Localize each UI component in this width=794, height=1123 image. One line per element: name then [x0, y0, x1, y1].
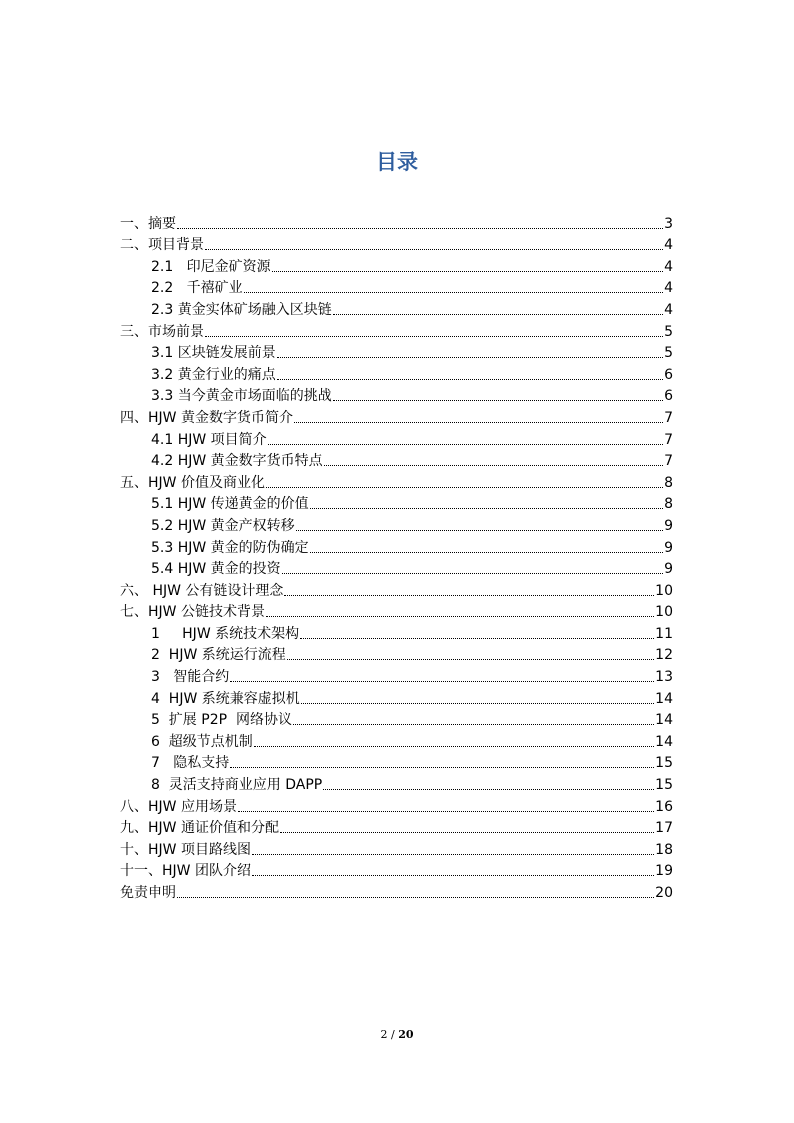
toc-entry[interactable] — [120, 427, 673, 449]
dot-leader — [277, 357, 663, 358]
toc-entry[interactable] — [120, 492, 673, 514]
toc-entry-page-number: 13 — [655, 669, 673, 686]
dot-leader — [310, 508, 663, 509]
toc-entry-title: 4.2 HJW 黄金数字货币特点 — [151, 453, 323, 470]
toc-entry-page-number: 14 — [655, 690, 673, 707]
toc-entry[interactable] — [120, 686, 673, 708]
toc-entry-page-number: 5 — [664, 345, 673, 362]
toc-entry-page-number: 8 — [664, 496, 673, 513]
toc-entry-title: 3 智能合约 — [151, 669, 230, 686]
dot-leader — [205, 249, 663, 250]
toc-entry-page-number: 4 — [664, 258, 673, 275]
toc-entry[interactable] — [120, 297, 673, 319]
toc-entry-page-number: 7 — [664, 409, 673, 426]
toc-entry-title: 二、项目背景 — [120, 237, 204, 254]
dot-leader — [244, 292, 663, 293]
toc-entry-page-number: 20 — [655, 885, 673, 901]
total-page-count: 20 — [398, 1028, 414, 1041]
toc-entry-title: 2 HJW 系统运行流程 — [151, 647, 286, 664]
toc-entry[interactable] — [120, 708, 673, 730]
dot-leader — [333, 400, 663, 401]
toc-entry-title: 十、HJW 项目路线图 — [120, 841, 251, 858]
dot-leader — [266, 487, 663, 488]
toc-entry-title: 2.3 黄金实体矿场融入区块链 — [151, 301, 332, 318]
dot-leader — [323, 789, 654, 790]
dot-leader — [266, 616, 654, 617]
toc-entry[interactable] — [120, 513, 673, 535]
toc-entry-page-number: 8 — [664, 474, 673, 491]
toc-entry-page-number: 7 — [664, 453, 673, 470]
dot-leader — [282, 573, 663, 574]
toc-entry[interactable] — [120, 837, 673, 859]
toc-entry-title: 5.4 HJW 黄金的投资 — [151, 561, 281, 578]
toc-entry-page-number: 9 — [664, 539, 673, 556]
toc-entry-page-number: 14 — [655, 733, 673, 750]
toc-entry[interactable] — [120, 578, 673, 600]
toc-entry[interactable] — [120, 319, 673, 341]
toc-entry-title: 6 超级节点机制 — [151, 733, 253, 750]
toc-entry-title: 七、HJW 公链技术背景 — [120, 604, 265, 621]
dot-leader — [296, 530, 663, 531]
toc-entry-page-number: 14 — [655, 712, 673, 729]
toc-entry-page-number: 15 — [655, 755, 673, 772]
toc-entry-page-number: 11 — [655, 625, 673, 642]
toc-entry-title: 5.3 HJW 黄金的防伪确定 — [151, 539, 309, 556]
toc-entry-title: 免责申明 — [120, 885, 176, 901]
dot-leader — [268, 444, 663, 445]
toc-entry[interactable] — [120, 816, 673, 838]
toc-entry-title: 3.3 当今黄金市场面临的挑战 — [151, 388, 332, 405]
dot-leader — [254, 746, 654, 747]
dot-leader — [177, 897, 654, 898]
toc-entry[interactable] — [120, 664, 673, 686]
toc-entry-title: 4 HJW 系统兼容虚拟机 — [151, 690, 300, 707]
toc-entry-title: 九、HJW 通证价值和分配 — [120, 820, 279, 837]
toc-entry[interactable] — [120, 557, 673, 579]
toc-entry-page-number: 17 — [655, 820, 673, 837]
dot-leader — [310, 552, 663, 553]
toc-entry-page-number: 5 — [664, 323, 673, 340]
toc-entry-page-number: 19 — [655, 863, 673, 880]
toc-entry-page-number: 18 — [655, 841, 673, 858]
dot-leader — [238, 811, 654, 812]
toc-entry-title: 四、HJW 黄金数字货币简介 — [120, 409, 293, 426]
toc-entry-page-number: 12 — [655, 647, 673, 664]
page-title: 目录 — [376, 150, 418, 175]
toc-entry[interactable] — [120, 470, 673, 492]
toc-entry[interactable] — [120, 751, 673, 773]
toc-entry[interactable] — [120, 362, 673, 384]
toc-entry[interactable] — [120, 384, 673, 406]
toc-entry-title: 5.2 HJW 黄金产权转移 — [151, 517, 295, 534]
dot-leader — [301, 703, 654, 704]
page-number-footer — [0, 1028, 794, 1042]
dot-leader — [284, 595, 654, 596]
dot-leader — [324, 465, 663, 466]
toc-entry-title: 2.2 千禧矿业 — [151, 280, 243, 297]
dot-leader — [277, 379, 663, 380]
toc-entry[interactable] — [120, 621, 673, 643]
toc-entry-title: 五、HJW 价值及商业化 — [120, 474, 265, 491]
toc-entry-page-number: 4 — [664, 301, 673, 318]
toc-entry-title: 5.1 HJW 传递黄金的价值 — [151, 496, 309, 513]
dot-leader — [293, 724, 654, 725]
dot-leader — [272, 271, 663, 272]
toc-entry-title: 4.1 HJW 项目简介 — [151, 431, 267, 448]
toc-entry-title: 8 灵活支持商业应用 DAPP — [151, 777, 323, 794]
toc-entry[interactable] — [120, 341, 673, 363]
toc-entry[interactable] — [120, 449, 673, 471]
toc-entry-title: 1 HJW 系统技术架构 — [151, 625, 300, 642]
toc-entry-page-number: 3 — [664, 215, 673, 232]
toc-entry[interactable] — [120, 233, 673, 255]
toc-entry-title: 3.2 黄金行业的痛点 — [151, 366, 276, 383]
toc-entry[interactable] — [120, 254, 673, 276]
table-of-contents — [120, 211, 673, 902]
dot-leader — [300, 638, 654, 639]
dot-leader — [230, 767, 654, 768]
toc-entry[interactable] — [120, 405, 673, 427]
toc-entry-page-number: 4 — [664, 237, 673, 254]
toc-entry-page-number: 10 — [655, 582, 673, 599]
toc-entry-page-number: 7 — [664, 431, 673, 448]
toc-entry[interactable] — [120, 772, 673, 794]
toc-entry[interactable] — [120, 211, 673, 233]
dot-leader — [294, 422, 663, 423]
toc-entry-page-number: 9 — [664, 561, 673, 578]
toc-entry[interactable] — [120, 600, 673, 622]
toc-entry-title: 一、摘要 — [120, 215, 176, 232]
dot-leader — [287, 659, 654, 660]
page-separator: / — [390, 1028, 395, 1041]
toc-entry[interactable] — [120, 276, 673, 298]
toc-entry[interactable] — [120, 880, 673, 902]
toc-entry-title: 三、市场前景 — [120, 323, 204, 340]
toc-entry[interactable] — [120, 643, 673, 665]
dot-leader — [252, 854, 654, 855]
dot-leader — [177, 228, 663, 229]
current-page-number: 2 — [380, 1028, 388, 1041]
dot-leader — [333, 314, 663, 315]
dot-leader — [205, 336, 663, 337]
toc-entry[interactable] — [120, 794, 673, 816]
toc-entry-title: 5 扩展 P2P 网络协议 — [151, 712, 292, 729]
toc-entry[interactable] — [120, 859, 673, 881]
dot-leader — [252, 875, 654, 876]
toc-entry-title: 六、 HJW 公有链设计理念 — [120, 582, 284, 599]
toc-entry-page-number: 4 — [664, 280, 673, 297]
dot-leader — [230, 681, 654, 682]
toc-entry-title: 7 隐私支持 — [151, 755, 230, 772]
toc-entry[interactable] — [120, 729, 673, 751]
toc-entry-title: 2.1 印尼金矿资源 — [151, 258, 271, 275]
dot-leader — [280, 832, 654, 833]
toc-entry-title: 八、HJW 应用场景 — [120, 798, 237, 815]
toc-entry-page-number: 6 — [664, 366, 673, 383]
toc-entry-page-number: 9 — [664, 517, 673, 534]
toc-entry-page-number: 10 — [655, 604, 673, 621]
toc-entry-title: 3.1 区块链发展前景 — [151, 345, 276, 362]
toc-entry-page-number: 16 — [655, 798, 673, 815]
toc-entry[interactable] — [120, 535, 673, 557]
toc-entry-page-number: 15 — [655, 777, 673, 794]
toc-entry-title: 十一、HJW 团队介绍 — [120, 863, 251, 880]
toc-entry-page-number: 6 — [664, 388, 673, 405]
